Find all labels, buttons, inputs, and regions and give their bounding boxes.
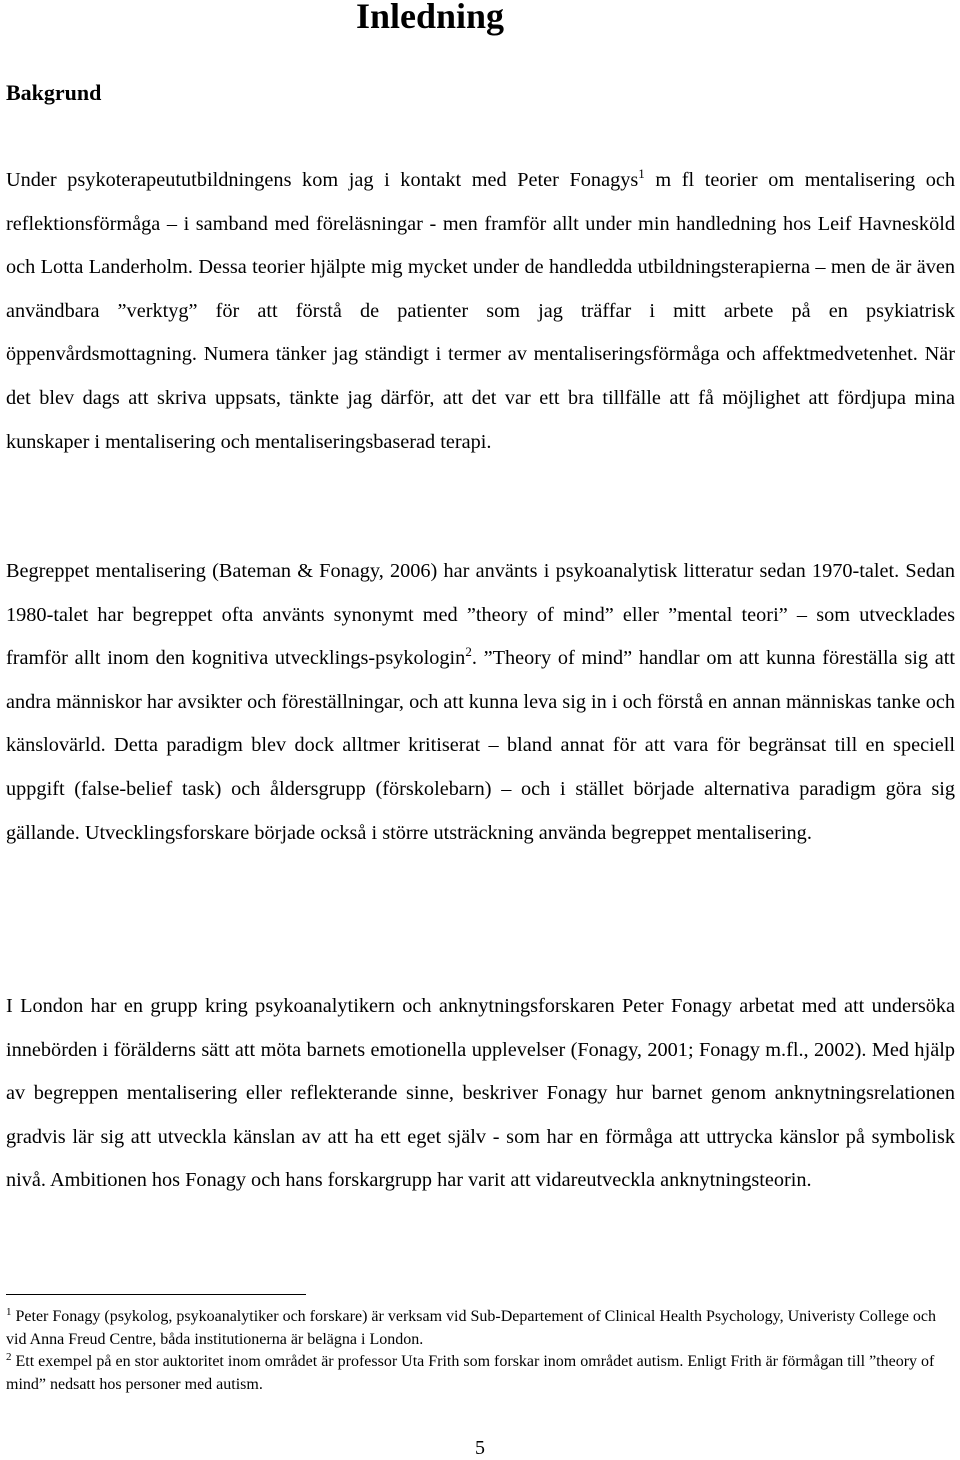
page-title: Inledning bbox=[355, 0, 505, 36]
footnotes bbox=[6, 1306, 955, 1396]
paragraph-1-text-b: m fl teorier om mentalisering och reflektionsförmåga – i samband med föreläsningar - men framför allt under min handledning hos Leif Havnesköld och Lotta Landerholm. Dessa teorier hjälpte mig mycket under de handledda utbildningsterapierna – men de är även användbara ”verktyg” för att förstå de patienter som jag träffar i mitt arbete på en psykiatrisk öppenvårdsmottagning. Numera tänker jag ständigt i termer av mentaliseringsförmåga och affektmedvetenhet. När det blev dags att skriva uppsats, tänkte jag därför, att det var ett bra tillfälle att få möjlighet att fördjupa mina kunskaper i mentalisering och mentaliseringsbaserad terapi. bbox=[6, 169, 955, 453]
footnote-text: Peter Fonagy (psykolog, psykoanalytiker och forskare) är verksam vid Sub-Departement of Clinical Health Psychology, Univeristy College och vid Anna Freud Centre, båda institutionerna är belägna i London. bbox=[6, 1308, 937, 1348]
paragraph-3: I London har en grupp kring psykoanalytikern och anknytningsforskaren Peter Fonagy arbetat med att undersöka innebörden i förälderns sätt att möta barnets emotionella upplevelser (Fonagy, 2001; Fonagy m.fl., 2002). Med hjälp av begreppen mentalisering eller reflekterande sinne, beskriver Fonagy hur barnet genom anknytningsrelationen gradvis lär sig att utveckla känslan av att ha ett eget själv - som har en förmåga att uttrycka känslor på symbolisk nivå. Ambitionen hos Fonagy och hans forskargrupp har varit att vidareutveckla anknytningsteorin. bbox=[6, 995, 955, 1192]
footnote-1 bbox=[6, 1306, 955, 1351]
footnote-marker: 1 bbox=[6, 1306, 12, 1318]
footnote-ref-1: 1 bbox=[638, 166, 645, 181]
footnote-divider bbox=[6, 1294, 306, 1295]
page-number: 5 bbox=[475, 1437, 485, 1459]
footnote-marker: 2 bbox=[6, 1351, 12, 1363]
paragraph-2-text-a: Begreppet mentalisering (Bateman & Fonagy, 2006) har använts i psykoanalytisk litteratur sedan 1970-talet. Sedan 1980-talet har begreppet ofta använts synonymt med ”theory of mind” eller ”mental teori” – som utvecklades framför allt inom den kognitiva utvecklings-psykologin bbox=[6, 560, 955, 670]
paragraph-1 bbox=[6, 159, 955, 464]
paragraph-2 bbox=[6, 550, 955, 855]
paragraph-1-text-a: Under psykoterapeututbildningens kom jag i kontakt med Peter Fonagys bbox=[6, 169, 639, 191]
footnote-2 bbox=[6, 1351, 955, 1396]
section-heading: Bakgrund bbox=[6, 80, 102, 105]
footnote-text: Ett exempel på en stor auktoritet inom området är professor Uta Frith som forskar inom området autism. Enligt Frith är förmågan till ”theory of mind” nedsatt hos personer med autism. bbox=[6, 1353, 935, 1393]
footnote-ref-2: 2 bbox=[465, 644, 472, 660]
paragraph-2-text-b: . ”Theory of mind” handlar om att kunna föreställa sig att andra människor har avsikter och föreställningar, och att kunna leva sig in i och förstå en annan människas tanke och känslovärld. Detta paradigm blev dock alltmer kritiserat – bland annat för att vara för begränsat till en speciell uppgift (false-belief task) och åldersgrupp (förskolebarn) – och i stället började alternativa paradigm göra sig gällande. Utvecklingsforskare började också i större utsträckning använda begreppet mentalisering. bbox=[6, 647, 955, 844]
